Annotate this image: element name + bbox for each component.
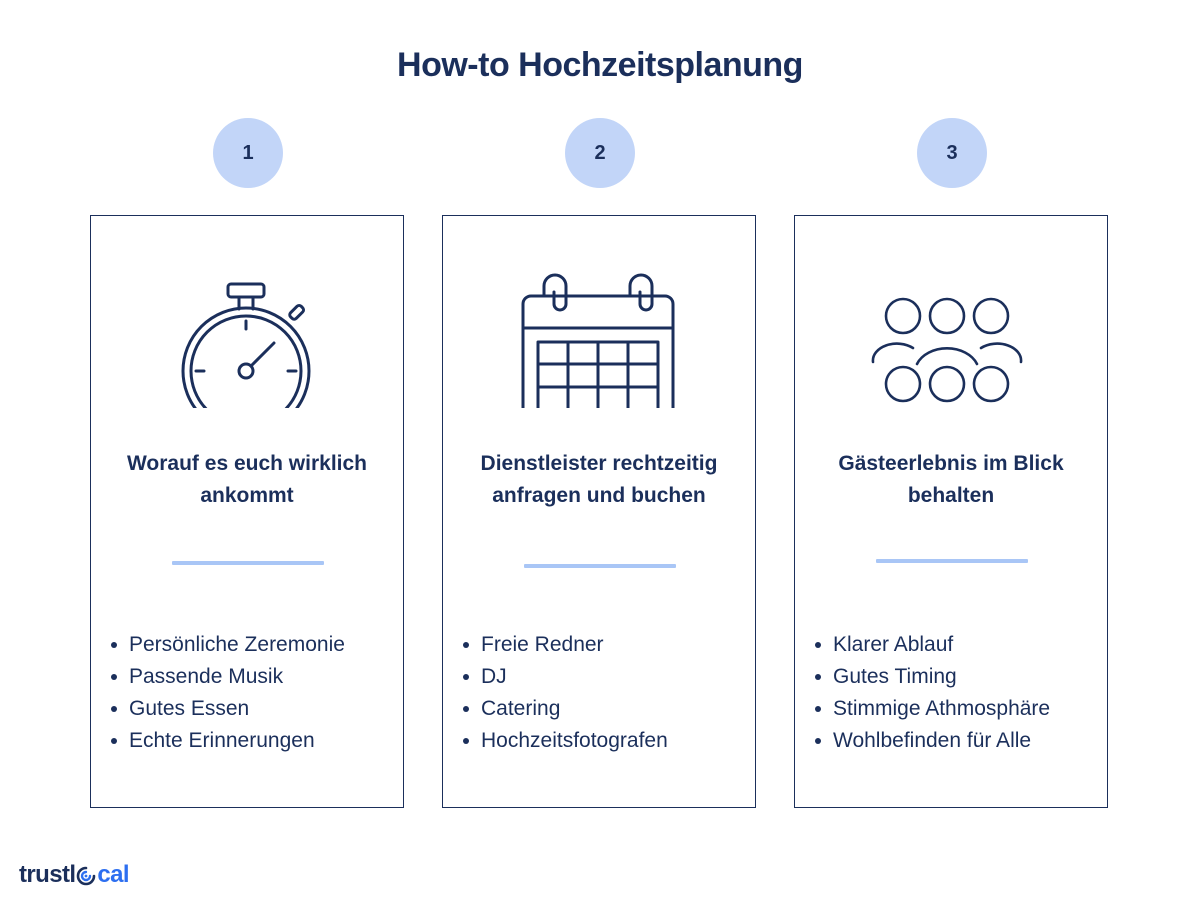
list-item bbox=[107, 661, 397, 693]
list-item bbox=[811, 693, 1101, 725]
step-card-3 bbox=[794, 215, 1108, 808]
step-number-1: 1 bbox=[213, 118, 283, 188]
heading-line: anfragen und buchen bbox=[492, 484, 706, 507]
bullet-dot bbox=[815, 642, 821, 648]
list-item bbox=[459, 725, 749, 757]
list-item bbox=[459, 693, 749, 725]
list-item-text: Hochzeitsfotografen bbox=[481, 729, 668, 752]
bullet-list bbox=[811, 629, 1101, 757]
divider bbox=[172, 561, 324, 565]
list-item-text: Catering bbox=[481, 697, 561, 720]
heading-line: Worauf es euch wirklich bbox=[126, 452, 367, 475]
list-item-text: Echte Erinnerungen bbox=[129, 729, 315, 752]
list-item-text: Passende Musik bbox=[129, 665, 284, 688]
spiral-icon bbox=[76, 865, 96, 885]
bullet-dot bbox=[111, 738, 117, 744]
trustlocal-logo bbox=[19, 858, 129, 892]
divider bbox=[876, 559, 1028, 563]
heading-line: ankommt bbox=[200, 484, 294, 507]
bullet-dot bbox=[463, 738, 469, 744]
bullet-dot bbox=[111, 642, 117, 648]
bullet-list bbox=[459, 629, 749, 757]
group-icon bbox=[871, 248, 1031, 408]
list-item bbox=[459, 629, 749, 661]
step-card-2 bbox=[442, 215, 756, 808]
bullet-dot bbox=[111, 706, 117, 712]
step-card-1 bbox=[90, 215, 404, 808]
logo-letter-l: l bbox=[69, 861, 76, 888]
stopwatch-icon bbox=[167, 248, 327, 408]
step-number-3: 3 bbox=[917, 118, 987, 188]
list-item-text: Stimmige Athmosphäre bbox=[833, 697, 1051, 720]
bullet-list bbox=[107, 629, 397, 757]
heading-line: behalten bbox=[907, 484, 995, 507]
logo-text-part1: trust bbox=[19, 861, 70, 888]
bullet-dot bbox=[463, 642, 469, 648]
logo-text-part2: cal bbox=[97, 861, 129, 888]
list-item-text: Gutes Timing bbox=[833, 665, 957, 688]
step-card-heading bbox=[805, 448, 1097, 512]
bullet-dot bbox=[815, 674, 821, 680]
list-item-text: DJ bbox=[481, 665, 507, 688]
divider bbox=[524, 564, 676, 568]
page-title: How-to Hochzeitsplanung bbox=[397, 46, 803, 84]
list-item bbox=[811, 629, 1101, 661]
list-item-text: Klarer Ablauf bbox=[833, 633, 954, 656]
list-item bbox=[107, 629, 397, 661]
calendar-icon bbox=[519, 248, 679, 408]
bullet-dot bbox=[463, 706, 469, 712]
bullet-dot bbox=[111, 674, 117, 680]
list-item bbox=[811, 661, 1101, 693]
bullet-dot bbox=[463, 674, 469, 680]
step-number-2: 2 bbox=[565, 118, 635, 188]
list-item-text: Freie Redner bbox=[481, 633, 604, 656]
list-item-text: Wohlbefinden für Alle bbox=[833, 729, 1032, 752]
heading-line: Dienstleister rechtzeitig bbox=[480, 452, 718, 475]
step-card-heading bbox=[101, 448, 393, 512]
heading-line: Gästeerlebnis im Blick bbox=[838, 452, 1064, 475]
step-card-heading bbox=[453, 448, 745, 512]
list-item bbox=[811, 725, 1101, 757]
list-item-text: Persönliche Zeremonie bbox=[129, 633, 345, 656]
bullet-dot bbox=[815, 738, 821, 744]
list-item-text: Gutes Essen bbox=[129, 697, 250, 720]
list-item bbox=[107, 693, 397, 725]
bullet-dot bbox=[815, 706, 821, 712]
list-item bbox=[107, 725, 397, 757]
list-item bbox=[459, 661, 749, 693]
